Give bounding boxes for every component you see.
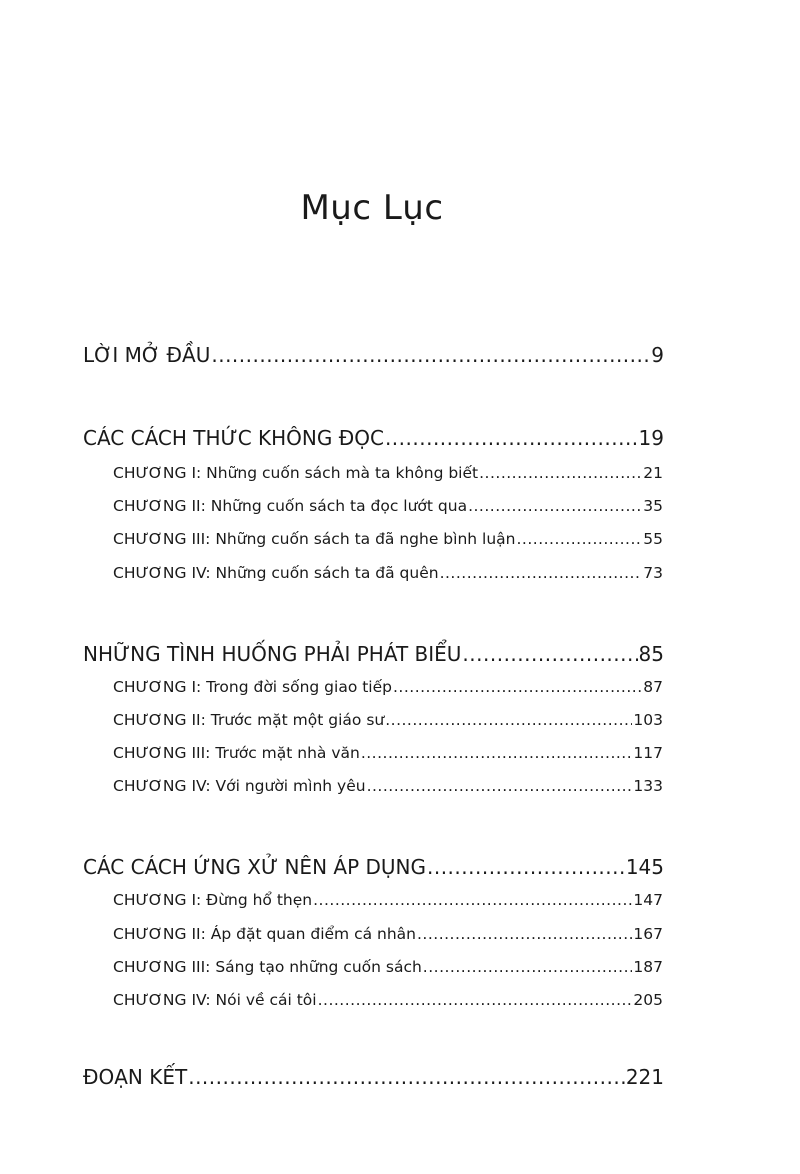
chapter-title: CHƯƠNG I: Trong đời sống giao tiếp — [113, 678, 392, 696]
chapter-title: CHƯƠNG III: Trước mặt nhà văn — [113, 744, 360, 762]
dot-leader — [427, 855, 625, 879]
chapter-page-number: 147 — [633, 891, 663, 909]
toc-chapter — [113, 564, 663, 582]
dot-leader — [417, 925, 632, 943]
toc-section-1 — [83, 426, 664, 450]
dot-leader — [211, 343, 650, 367]
chapter-page-number: 117 — [633, 744, 663, 762]
toc-chapter — [113, 530, 663, 548]
chapter-title: CHƯƠNG IV: Nói về cái tôi — [113, 991, 317, 1009]
chapter-page-number: 133 — [633, 777, 663, 795]
dot-leader — [313, 891, 632, 909]
toc-section-conclusion — [83, 1065, 664, 1089]
dot-leader — [440, 564, 643, 582]
chapter-title: CHƯƠNG I: Đừng hổ thẹn — [113, 891, 313, 909]
chapter-title: CHƯƠNG IV: Những cuốn sách ta đã quên — [113, 564, 439, 582]
toc-chapter — [113, 925, 663, 943]
toc-chapter — [113, 991, 663, 1009]
section-title: CÁC CÁCH THỨC KHÔNG ĐỌC — [83, 426, 384, 450]
section-title: LỜI MỞ ĐẦU — [83, 343, 211, 367]
dot-leader — [393, 678, 642, 696]
chapter-title: CHƯƠNG II: Trước mặt một giáo sư — [113, 711, 385, 729]
toc-section-3 — [83, 855, 664, 879]
chapter-title: CHƯƠNG III: Những cuốn sách ta đã nghe bình luận — [113, 530, 516, 548]
chapter-page-number: 167 — [633, 925, 663, 943]
chapter-title: CHƯƠNG III: Sáng tạo những cuốn sách — [113, 958, 422, 976]
toc-chapter — [113, 711, 663, 729]
section-page-number: 19 — [638, 426, 664, 450]
chapter-page-number: 103 — [633, 711, 663, 729]
chapter-title: CHƯƠNG IV: Với người mình yêu — [113, 777, 366, 795]
dot-leader — [385, 426, 638, 450]
dot-leader — [423, 958, 633, 976]
section-title: ĐOẠN KẾT — [83, 1065, 188, 1089]
toc-chapter — [113, 744, 663, 762]
dot-leader — [361, 744, 633, 762]
section-title: CÁC CÁCH ỨNG XỬ NÊN ÁP DỤNG — [83, 855, 426, 879]
chapter-page-number: 187 — [633, 958, 663, 976]
dot-leader — [367, 777, 633, 795]
section-title: NHỮNG TÌNH HUỐNG PHẢI PHÁT BIỂU — [83, 642, 462, 666]
chapter-page-number: 35 — [643, 497, 663, 515]
section-page-number: 145 — [625, 855, 664, 879]
dot-leader — [385, 711, 632, 729]
section-page-number: 85 — [638, 642, 664, 666]
dot-leader — [516, 530, 642, 548]
chapter-page-number: 55 — [643, 530, 663, 548]
toc-chapter — [113, 777, 663, 795]
toc-chapter — [113, 497, 663, 515]
toc-chapter — [113, 891, 663, 909]
toc-chapter — [113, 464, 663, 482]
section-page-number: 9 — [651, 343, 664, 367]
chapter-page-number: 87 — [643, 678, 663, 696]
toc-section-intro — [83, 343, 664, 367]
toc-section-2 — [83, 642, 664, 666]
chapter-page-number: 205 — [633, 991, 663, 1009]
dot-leader — [318, 991, 633, 1009]
chapter-title: CHƯƠNG II: Áp đặt quan điểm cá nhân — [113, 925, 416, 943]
page-title: Mục Lục — [300, 188, 444, 228]
section-page-number: 221 — [625, 1065, 664, 1089]
toc-chapter — [113, 678, 663, 696]
dot-leader — [468, 497, 642, 515]
dot-leader — [462, 642, 637, 666]
dot-leader — [479, 464, 642, 482]
chapter-title: CHƯƠNG I: Những cuốn sách mà ta không biết — [113, 464, 479, 482]
dot-leader — [188, 1065, 625, 1089]
chapter-title: CHƯƠNG II: Những cuốn sách ta đọc lướt qua — [113, 497, 468, 515]
toc-chapter — [113, 958, 663, 976]
chapter-page-number: 21 — [643, 464, 663, 482]
chapter-page-number: 73 — [643, 564, 663, 582]
